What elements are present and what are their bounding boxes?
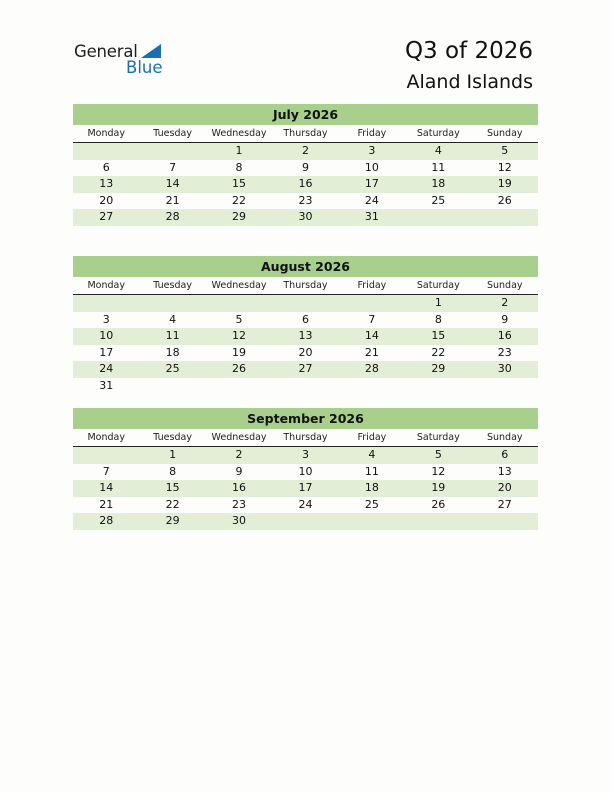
day-cell: 4 <box>434 144 442 157</box>
day-cell: 18 <box>364 481 379 495</box>
weekday-label: Friday <box>357 128 387 139</box>
day-cell: 24 <box>99 362 114 376</box>
day-cell: 4 <box>368 448 376 461</box>
day-cell: 12 <box>497 160 512 174</box>
day-cell: 13 <box>497 464 512 478</box>
day-cell: 16 <box>298 177 313 191</box>
day-cell: 1 <box>235 144 243 157</box>
day-cell: 26 <box>431 497 446 511</box>
day-cell <box>339 378 405 395</box>
day-cell: 24 <box>364 193 379 207</box>
week-row <box>73 464 538 481</box>
day-cell: 31 <box>364 210 379 224</box>
day-cell: 14 <box>99 481 114 495</box>
day-cell: 21 <box>364 345 379 359</box>
weekday-label: Wednesday <box>211 280 267 291</box>
weekday-label: Friday <box>357 280 387 291</box>
day-cell: 15 <box>431 329 446 343</box>
day-cell: 8 <box>235 160 243 174</box>
day-cell: 26 <box>497 193 512 207</box>
weekday-header-row <box>73 277 538 295</box>
weekday-label: Sunday <box>486 432 523 443</box>
day-cell: 18 <box>165 345 180 359</box>
week-row <box>73 361 538 378</box>
month-header: August 2026 <box>73 256 538 277</box>
week-row <box>73 513 538 530</box>
day-cell: 28 <box>99 514 114 528</box>
weekday-label: Saturday <box>416 432 460 443</box>
weekday-label: Friday <box>357 432 387 443</box>
day-cell <box>339 295 405 312</box>
month-header: July 2026 <box>73 104 538 125</box>
weekday-label: Tuesday <box>153 280 192 291</box>
logo <box>74 42 174 82</box>
day-cell: 16 <box>497 329 512 343</box>
day-cell: 19 <box>232 345 247 359</box>
day-cell: 25 <box>364 497 379 511</box>
week-row <box>73 312 538 329</box>
day-cell <box>272 295 338 312</box>
month-calendar-july <box>73 104 538 226</box>
day-cell: 9 <box>301 160 309 174</box>
day-cell <box>272 378 338 395</box>
day-cell: 20 <box>298 345 313 359</box>
day-cell: 21 <box>165 193 180 207</box>
day-cell: 2 <box>235 448 243 461</box>
week-row <box>73 378 538 395</box>
week-row <box>73 295 538 312</box>
day-cell: 3 <box>102 312 110 326</box>
day-cell: 3 <box>368 144 376 157</box>
day-cell: 21 <box>99 497 114 511</box>
logo-triangle-icon <box>141 44 161 58</box>
weekday-label: Wednesday <box>211 128 267 139</box>
day-cell: 17 <box>298 481 313 495</box>
week-row <box>73 193 538 210</box>
weekday-label: Sunday <box>486 280 523 291</box>
weekday-label: Saturday <box>416 280 460 291</box>
day-cell <box>472 513 538 530</box>
week-row <box>73 345 538 362</box>
day-cell <box>405 513 471 530</box>
day-cell: 31 <box>99 378 114 392</box>
day-cell: 12 <box>232 329 247 343</box>
logo-text-general: General <box>74 42 138 61</box>
day-cell: 10 <box>298 464 313 478</box>
day-cell: 30 <box>298 210 313 224</box>
day-cell: 7 <box>169 160 177 174</box>
weekday-header-row <box>73 125 538 143</box>
day-cell: 6 <box>102 160 110 174</box>
day-cell: 1 <box>169 448 177 461</box>
weekday-header-row <box>73 429 538 447</box>
day-cell <box>272 513 338 530</box>
day-cell: 11 <box>165 329 180 343</box>
day-cell: 8 <box>434 312 442 326</box>
day-cell: 22 <box>232 193 247 207</box>
day-cell: 27 <box>99 210 114 224</box>
day-cell: 12 <box>431 464 446 478</box>
day-cell: 9 <box>501 312 509 326</box>
day-cell: 18 <box>431 177 446 191</box>
day-cell: 7 <box>102 464 110 478</box>
day-cell: 28 <box>364 362 379 376</box>
day-cell: 28 <box>165 210 180 224</box>
logo-text-blue: Blue <box>126 58 163 77</box>
day-cell <box>73 143 139 160</box>
day-cell: 17 <box>99 345 114 359</box>
page-title: Q3 of 2026 <box>404 38 533 64</box>
week-row <box>73 328 538 345</box>
day-cell <box>139 378 205 395</box>
day-cell: 25 <box>165 362 180 376</box>
day-cell: 11 <box>431 160 446 174</box>
day-cell: 4 <box>169 312 177 326</box>
day-cell: 5 <box>501 144 509 157</box>
day-cell <box>405 209 471 226</box>
day-cell: 23 <box>497 345 512 359</box>
day-cell: 13 <box>99 177 114 191</box>
day-cell: 15 <box>165 481 180 495</box>
day-cell <box>472 209 538 226</box>
day-cell: 14 <box>165 177 180 191</box>
day-cell: 5 <box>434 448 442 461</box>
day-cell: 11 <box>364 464 379 478</box>
day-cell: 8 <box>169 464 177 478</box>
day-cell: 3 <box>301 448 309 461</box>
day-cell: 19 <box>431 481 446 495</box>
day-cell: 22 <box>431 345 446 359</box>
day-cell: 20 <box>497 481 512 495</box>
day-cell: 9 <box>235 464 243 478</box>
month-calendar-august <box>73 256 538 395</box>
day-cell: 2 <box>501 296 509 309</box>
week-row <box>73 447 538 464</box>
day-cell: 7 <box>368 312 376 326</box>
week-row <box>73 480 538 497</box>
day-cell: 20 <box>99 193 114 207</box>
day-cell: 15 <box>232 177 247 191</box>
day-cell: 1 <box>434 296 442 309</box>
weekday-label: Saturday <box>416 128 460 139</box>
day-cell: 27 <box>497 497 512 511</box>
day-cell: 27 <box>298 362 313 376</box>
weekday-label: Monday <box>87 432 125 443</box>
weekday-label: Sunday <box>486 128 523 139</box>
weekday-label: Wednesday <box>211 432 267 443</box>
month-header: September 2026 <box>73 408 538 429</box>
day-cell: 17 <box>364 177 379 191</box>
day-cell: 6 <box>501 448 509 461</box>
weekday-label: Monday <box>87 280 125 291</box>
day-cell: 19 <box>497 177 512 191</box>
day-cell <box>139 295 205 312</box>
weekday-label: Tuesday <box>153 432 192 443</box>
day-cell <box>206 295 272 312</box>
week-row <box>73 160 538 177</box>
day-cell: 30 <box>232 514 247 528</box>
day-cell: 10 <box>364 160 379 174</box>
day-cell <box>339 513 405 530</box>
weekday-label: Thursday <box>283 432 328 443</box>
day-cell: 25 <box>431 193 446 207</box>
week-row <box>73 209 538 226</box>
week-row <box>73 176 538 193</box>
week-row <box>73 143 538 160</box>
day-cell: 23 <box>298 193 313 207</box>
day-cell: 13 <box>298 329 313 343</box>
day-cell: 6 <box>301 312 309 326</box>
weekday-label: Thursday <box>283 280 328 291</box>
day-cell: 29 <box>431 362 446 376</box>
day-cell: 30 <box>497 362 512 376</box>
day-cell: 24 <box>298 497 313 511</box>
month-calendar-september <box>73 408 538 530</box>
week-row <box>73 497 538 514</box>
day-cell <box>405 378 471 395</box>
day-cell: 22 <box>165 497 180 511</box>
weekday-label: Tuesday <box>153 128 192 139</box>
page-subtitle: Aland Islands <box>406 71 533 93</box>
day-cell <box>472 378 538 395</box>
day-cell <box>206 378 272 395</box>
day-cell: 16 <box>232 481 247 495</box>
day-cell <box>139 143 205 160</box>
day-cell: 14 <box>364 329 379 343</box>
weekday-label: Thursday <box>283 128 328 139</box>
weekday-label: Monday <box>87 128 125 139</box>
day-cell: 10 <box>99 329 114 343</box>
day-cell <box>73 447 139 464</box>
day-cell: 5 <box>235 312 243 326</box>
day-cell: 29 <box>165 514 180 528</box>
day-cell: 2 <box>301 144 309 157</box>
day-cell: 26 <box>232 362 247 376</box>
day-cell: 29 <box>232 210 247 224</box>
day-cell <box>73 295 139 312</box>
day-cell: 23 <box>232 497 247 511</box>
